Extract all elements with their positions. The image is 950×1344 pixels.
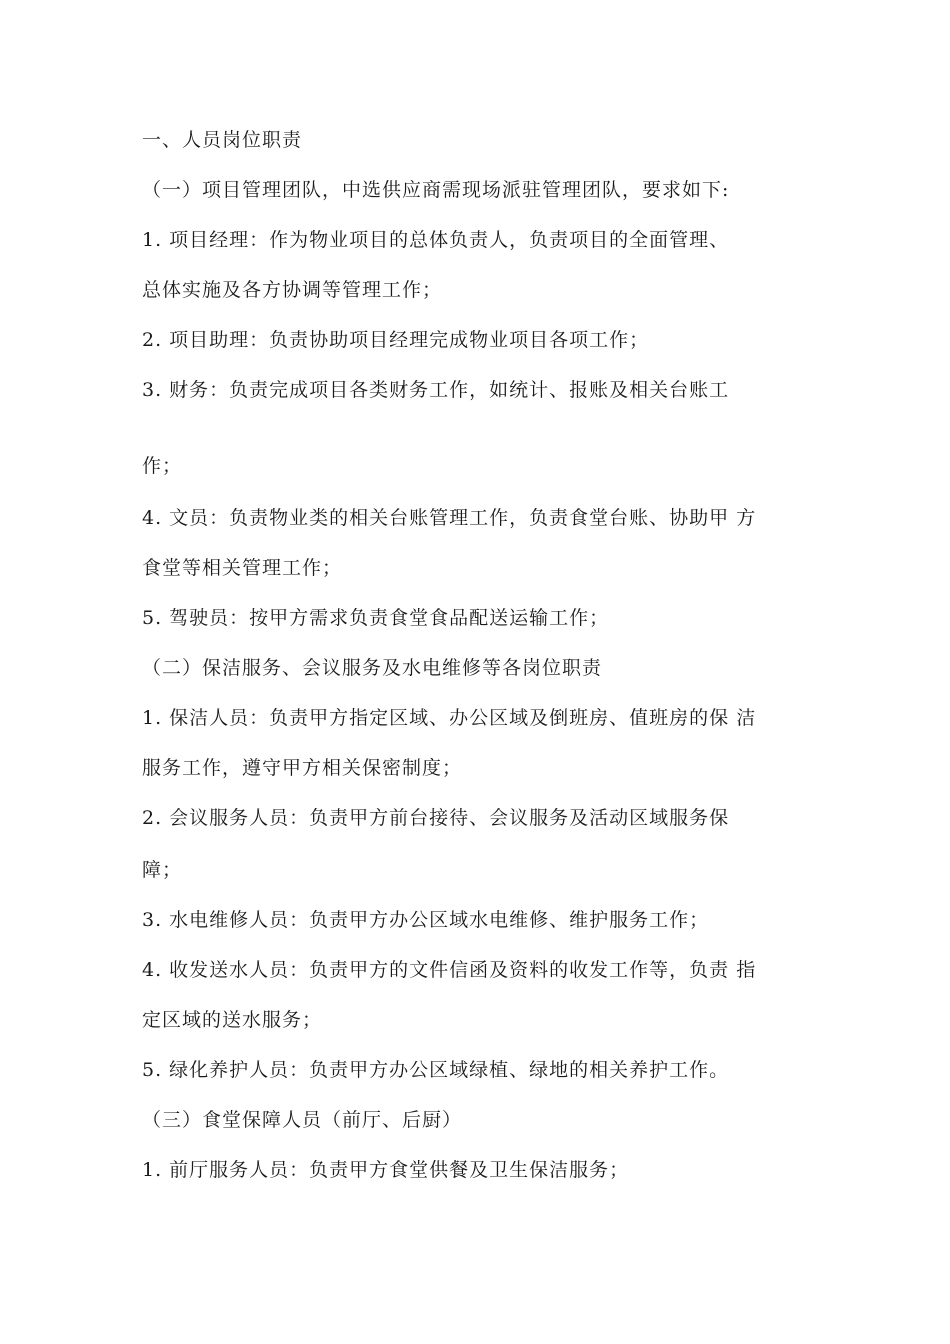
paragraph-line: 2. 会议服务人员：负责甲方前台接待、会议服务及活动区域服务保 bbox=[142, 807, 730, 829]
paragraph-line: 3. 财务：负责完成项目各类财务工作，如统计、报账及相关台账工 bbox=[142, 379, 730, 401]
paragraph-line: 4. 文员：负责物业类的相关台账管理工作，负责食堂台账、协助甲 方 bbox=[142, 507, 757, 529]
paragraph-line: 1. 项目经理：作为物业项目的总体负责人，负责项目的全面管理、 bbox=[142, 229, 730, 251]
paragraph-line: 5. 绿化养护人员：负责甲方办公区域绿植、绿地的相关养护工作。 bbox=[142, 1059, 730, 1081]
paragraph-line: 5. 驾驶员：按甲方需求负责食堂食品配送运输工作； bbox=[142, 607, 610, 629]
paragraph-line: 总体实施及各方协调等管理工作； bbox=[142, 279, 443, 301]
paragraph-line: 食堂等相关管理工作； bbox=[142, 557, 343, 579]
subsection-heading: （二）保洁服务、会议服务及水电维修等各岗位职责 bbox=[142, 657, 603, 679]
paragraph-line: 2. 项目助理：负责协助项目经理完成物业项目各项工作； bbox=[142, 329, 650, 351]
paragraph-line: 3. 水电维修人员：负责甲方办公区域水电维修、维护服务工作； bbox=[142, 909, 710, 931]
paragraph-line: 服务工作，遵守甲方相关保密制度； bbox=[142, 757, 463, 779]
paragraph-line: 1. 保洁人员：负责甲方指定区域、办公区域及倒班房、值班房的保 洁 bbox=[142, 707, 757, 729]
paragraph-line: 定区域的送水服务； bbox=[142, 1009, 323, 1031]
subsection-heading: （一）项目管理团队，中选供应商需现场派驻管理团队，要求如下: bbox=[142, 179, 730, 201]
subsection-heading: （三）食堂保障人员（前厅、后厨） bbox=[142, 1109, 463, 1131]
paragraph-line: 障； bbox=[142, 859, 183, 881]
paragraph-line: 4. 收发送水人员：负责甲方的文件信函及资料的收发工作等，负责 指 bbox=[142, 959, 757, 981]
paragraph-line: 1. 前厅服务人员：负责甲方食堂供餐及卫生保洁服务； bbox=[142, 1159, 630, 1181]
section-heading: 一、人员岗位职责 bbox=[142, 129, 303, 151]
paragraph-line: 作； bbox=[142, 455, 183, 477]
